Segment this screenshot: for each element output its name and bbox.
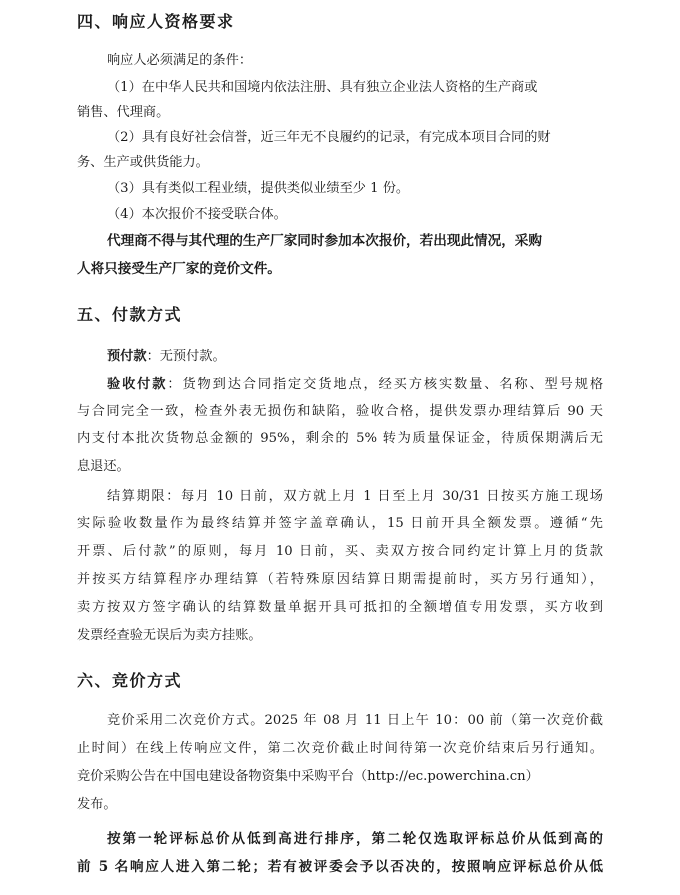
requirement-2-line2: 务、生产或供货能力。 bbox=[77, 155, 209, 170]
acceptance-payment-text: ：货物到达合同指定交货地点，经买方核实数量、名称、型号规格 bbox=[167, 377, 604, 392]
agent-note-line2: 人将只接受生产厂家的竞价文件。 bbox=[77, 261, 281, 277]
acceptance-payment-label: 验收付款 bbox=[107, 377, 168, 392]
requirement-2-line1: （2）具有良好社会信誉，近三年无不良履约的记录，有完成本项目合同的财 bbox=[107, 130, 551, 145]
settlement-line2: 实际验收数量作为最终结算并签字盖章确认，15 日前开具全额发票。遵循“先 bbox=[77, 516, 603, 531]
requirement-4: （4）本次报价不接受联合体。 bbox=[107, 207, 287, 222]
bidding-method-line4: 发布。 bbox=[77, 797, 117, 812]
settlement-line3: 开票、后付款”的原则，每月 10 日前，买、卖双方按合同约定计算上月的货款 bbox=[77, 544, 603, 559]
requirement-1-line1: （1）在中华人民共和国境内依法注册、具有独立企业法人资格的生产商或 bbox=[107, 80, 538, 95]
bidding-method-line2: 止时间）在线上传响应文件，第二次竞价截止时间待第一次竞价结束后另行通知。 bbox=[77, 741, 603, 756]
section6-heading: 六、竞价方式 bbox=[77, 671, 183, 690]
requirement-3: （3）具有类似工程业绩，提供类似业绩至少 1 份。 bbox=[107, 181, 410, 196]
section5-heading: 五、付款方式 bbox=[77, 305, 183, 324]
ranking-rule-line1: 按第一轮评标总价从低到高进行排序，第二轮仅选取评标总价从低到高的 bbox=[107, 831, 603, 847]
prepayment-text: ：无预付款。 bbox=[146, 349, 226, 364]
acceptance-payment-line2: 与合同完全一致，检查外表无损伤和缺陷，验收合格，提供发票办理结算后 90 天 bbox=[77, 404, 603, 419]
settlement-line6: 发票经查验无误后为卖方挂账。 bbox=[77, 628, 262, 643]
acceptance-payment-line1 bbox=[107, 376, 603, 394]
settlement-line4: 并按买方结算程序办理结算（若特殊原因结算日期需提前时，买方另行通知）， bbox=[77, 572, 603, 587]
settlement-line1: 结算期限：每月 10 日前，双方就上月 1 日至上月 30/31 日按买方施工现场 bbox=[107, 489, 603, 504]
bidding-method-line3: 竞价采购公告在中国电建设备物资集中采购平台（http://ec.powerchina.cn） bbox=[77, 769, 539, 784]
prepayment-line bbox=[107, 348, 226, 366]
settlement-line5: 卖方按双方签字确认的结算数量单据开具可抵扣的全额增值专用发票，买方收到 bbox=[77, 600, 603, 615]
bidding-method-line1: 竞价采用二次竞价方式。2025 年 08 月 11 日上午 10：00 前（第一次竞价截 bbox=[107, 713, 603, 728]
section4-intro: 响应人必须满足的条件： bbox=[107, 53, 253, 68]
section4-heading: 四、响应人资格要求 bbox=[77, 12, 235, 31]
ranking-rule-line2: 前 5 名响应人进入第二轮；若有被评委会予以否决的，按照响应评标总价从低 bbox=[77, 859, 603, 875]
acceptance-payment-line4: 息退还。 bbox=[77, 459, 130, 474]
agent-note-line1: 代理商不得与其代理的生产厂家同时参加本次报价，若出现此情况，采购 bbox=[107, 233, 542, 249]
acceptance-payment-line3: 内支付本批次货物总金额的 95%，剩余的 5% 转为质量保证金，待质保期满后无 bbox=[77, 431, 603, 446]
requirement-1-line2: 销售、代理商。 bbox=[77, 105, 170, 120]
prepayment-label: 预付款 bbox=[107, 349, 147, 364]
